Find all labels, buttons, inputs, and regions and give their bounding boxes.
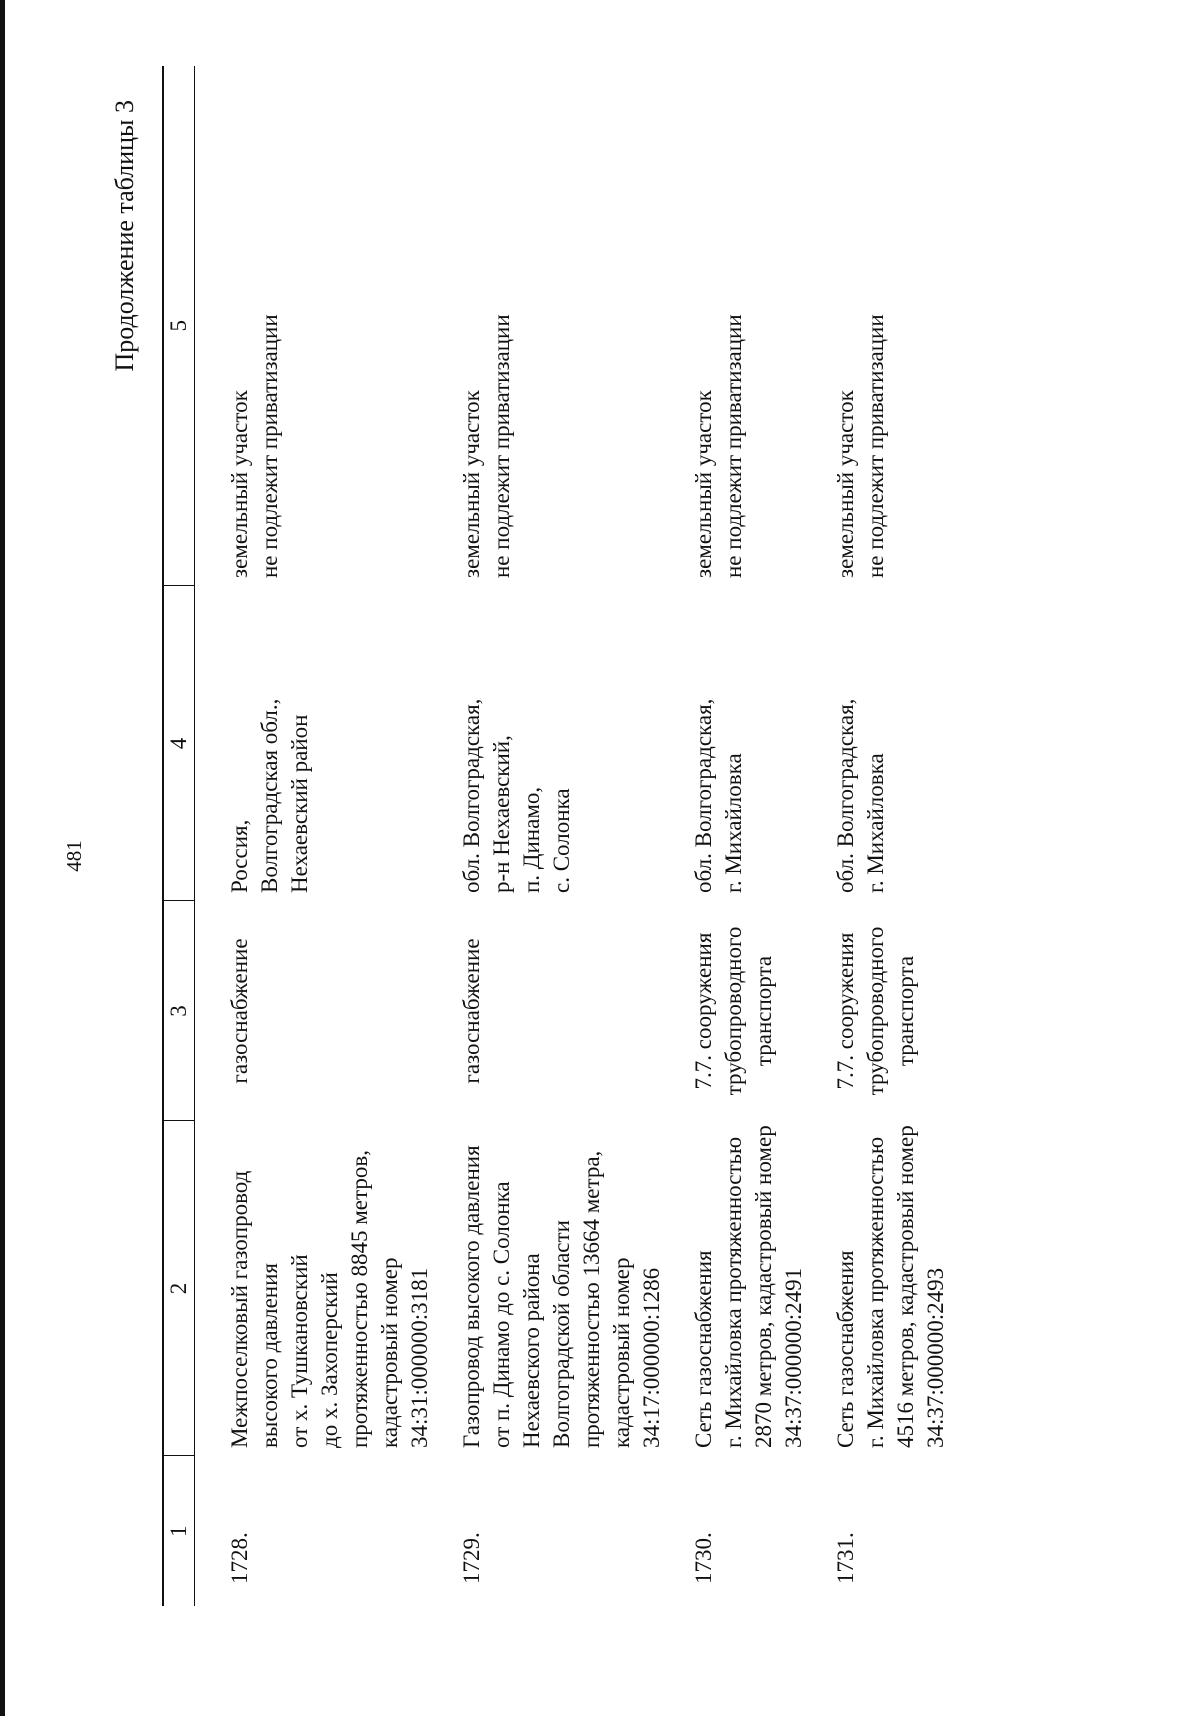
purpose-line: 7.7. сооружения [833, 932, 858, 1090]
table-row [435, 66, 667, 1606]
object-name-line: 2870 метров, кадастровый номер [751, 1125, 776, 1448]
object-name-line: кадастровый номер [377, 1257, 402, 1448]
location-cell [435, 586, 667, 901]
purpose-line: транспорта [893, 955, 918, 1067]
note-line: земельный участок [227, 390, 252, 578]
object-name-line: Сеть газоснабжения [691, 1250, 716, 1448]
location-line: обл. Волгоградская, [459, 698, 484, 893]
purpose-line: газоснабжение [459, 938, 484, 1084]
object-name-line: кадастровый номер [609, 1257, 634, 1448]
note-cell [809, 66, 951, 586]
purpose-line: 7.7. сооружения [691, 932, 716, 1090]
column-header-5: 5 [163, 66, 195, 586]
purpose-cell [195, 901, 436, 1121]
table-row [809, 66, 951, 1606]
note-line: не подлежит приватизации [863, 314, 888, 578]
column-number-row [163, 66, 195, 1606]
object-name-line: от х. Тушкановский [287, 1254, 312, 1448]
row-number: 1731. [833, 1532, 858, 1584]
location-line: г. Михайловка [721, 753, 746, 893]
object-name-line: до х. Захоперский [317, 1272, 342, 1448]
note-cell [667, 66, 809, 586]
purpose-line: трубопроводного [863, 926, 888, 1096]
object-name-cell [809, 1121, 951, 1456]
object-name-cell [195, 1121, 436, 1456]
purpose-line: газоснабжение [227, 938, 252, 1084]
object-name-line: Газопровод высокого давления [459, 1145, 484, 1448]
property-table [162, 66, 951, 1606]
note-line: земельный участок [459, 390, 484, 578]
purpose-line: транспорта [751, 955, 776, 1067]
purpose-cell [667, 901, 809, 1121]
row-number: 1730. [691, 1532, 716, 1584]
location-line: с. Солонка [549, 788, 574, 893]
object-name-line: Нехаевского района [519, 1253, 544, 1448]
object-name-line: Волгоградской области [549, 1220, 574, 1448]
table-row [195, 66, 436, 1606]
row-number: 1728. [227, 1532, 252, 1584]
object-name-line: г. Михайловка протяженностью [721, 1136, 746, 1448]
location-line: г. Михайловка [863, 753, 888, 893]
location-line: Россия, [227, 819, 252, 893]
location-line: Нехаевский район [287, 714, 312, 893]
purpose-cell [435, 901, 667, 1121]
location-cell [195, 586, 436, 901]
object-name-line: 34:37:000000:2491 [781, 1267, 806, 1448]
object-name-cell [435, 1121, 667, 1456]
page-number: 481 [62, 840, 86, 872]
object-name-line: 34:17:000000:1286 [639, 1267, 664, 1448]
object-name-line: 34:37:000000:2493 [923, 1267, 948, 1448]
location-line: обл. Волгоградская, [833, 698, 858, 893]
purpose-line: трубопроводного [721, 926, 746, 1096]
location-line: п. Динамо, [519, 786, 544, 893]
object-name-line: протяженностью 8845 метров, [347, 1150, 372, 1448]
location-cell [667, 586, 809, 901]
note-cell [435, 66, 667, 586]
object-name-line: Межпоселковый газопровод [227, 1170, 252, 1448]
object-name-cell [667, 1121, 809, 1456]
object-name-line: Сеть газоснабжения [833, 1250, 858, 1448]
note-cell [195, 66, 436, 586]
object-name-line: от п. Динамо до с. Солонка [489, 1181, 514, 1448]
table-caption: Продолжение таблицы 3 [110, 100, 139, 372]
note-line: земельный участок [833, 390, 858, 578]
object-name-line: 4516 метров, кадастровый номер [893, 1125, 918, 1448]
purpose-cell [809, 901, 951, 1121]
column-header-3: 3 [163, 901, 195, 1121]
location-line: р-н Нехаевский, [489, 735, 514, 893]
location-cell [809, 586, 951, 901]
column-header-2: 2 [163, 1121, 195, 1456]
note-line: земельный участок [691, 390, 716, 578]
row-number: 1729. [459, 1532, 484, 1584]
location-line: обл. Волгоградская, [691, 698, 716, 893]
column-header-1: 1 [163, 1456, 195, 1606]
note-line: не подлежит приватизации [721, 314, 746, 578]
object-name-line: г. Михайловка протяженностью [863, 1136, 888, 1448]
object-name-line: высокого давления [257, 1263, 282, 1448]
note-line: не подлежит приватизации [257, 314, 282, 578]
object-name-line: 34:31:000000:3181 [407, 1267, 432, 1448]
note-line: не подлежит приватизации [489, 314, 514, 578]
location-line: Волгоградская обл., [257, 698, 282, 893]
column-header-4: 4 [163, 586, 195, 901]
table-row [667, 66, 809, 1606]
object-name-line: протяженностью 13664 метра, [579, 1150, 604, 1448]
